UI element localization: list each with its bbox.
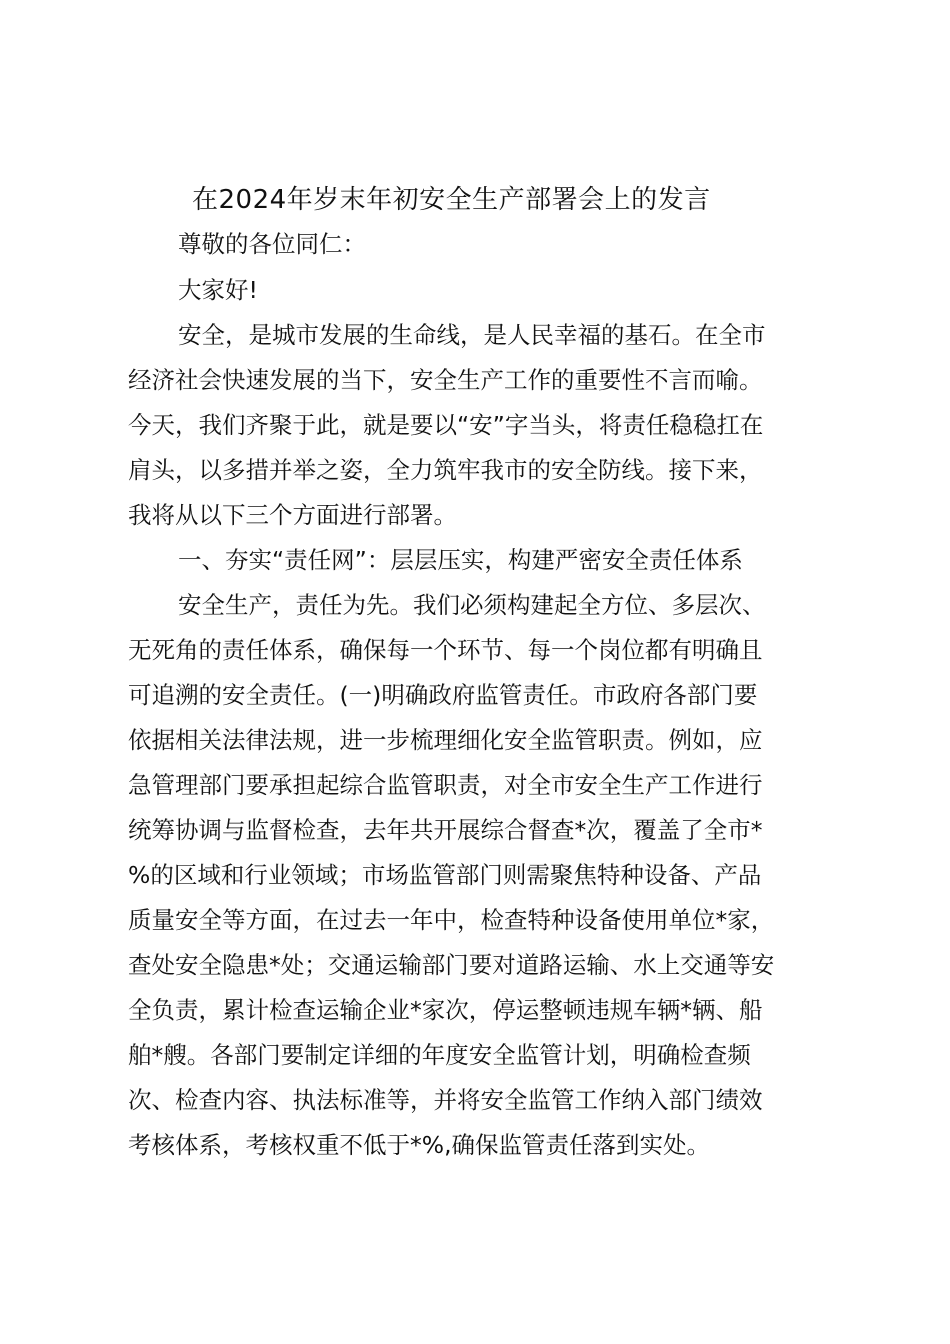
paragraph-line: 肩头，以多措并举之姿，全力筑牢我市的安全防线。接下来， <box>128 456 763 484</box>
paragraph-line: 查处安全隐患*处；交通运输部门要对道路运输、水上交通等安 <box>128 951 775 979</box>
paragraph-line: 次、检查内容、执法标准等，并将安全监管工作纳入部门绩效 <box>128 1086 763 1114</box>
paragraph-line: 依据相关法律法规，进一步梳理细化安全监管职责。例如，应 <box>128 726 763 754</box>
document-title: 在2024年岁末年初安全生产部署会上的发言 <box>192 185 711 215</box>
paragraph-line: 我将从以下三个方面进行部署。 <box>128 501 457 529</box>
paragraph-line: 安全，是城市发展的生命线，是人民幸福的基石。在全市 <box>178 321 766 349</box>
paragraph-line: %的区域和行业领域；市场监管部门则需聚焦特种设备、产品 <box>128 861 762 889</box>
paragraph-line: 考核体系，考核权重不低于*%,确保监管责任落到实处。 <box>128 1131 711 1159</box>
paragraph-line: 经济社会快速发展的当下，安全生产工作的重要性不言而喻。 <box>128 366 763 394</box>
paragraph-line: 舶*艘。各部门要制定详细的年度安全监管计划，明确检查频 <box>128 1041 751 1069</box>
paragraph-line: 可追溯的安全责任。(一)明确政府监管责任。市政府各部门要 <box>128 681 758 709</box>
paragraph-line: 安全生产，责任为先。我们必须构建起全方位、多层次、 <box>178 591 766 619</box>
paragraph-line: 质量安全等方面，在过去一年中，检查特种设备使用单位*家， <box>128 906 775 934</box>
salutation: 尊敬的各位同仁： <box>178 230 366 258</box>
paragraph-line: 统筹协调与监督检查，去年共开展综合督查*次，覆盖了全市* <box>128 816 763 844</box>
paragraph-line: 全负责，累计检查运输企业*家次，停运整顿违规车辆*辆、船 <box>128 996 763 1024</box>
greeting: 大家好! <box>178 276 258 304</box>
paragraph-line: 今天，我们齐聚于此，就是要以“安”字当头，将责任稳稳扛在 <box>128 411 764 439</box>
paragraph-line: 无死角的责任体系，确保每一个环节、每一个岗位都有明确且 <box>128 636 763 664</box>
paragraph-line: 急管理部门要承担起综合监管职责，对全市安全生产工作进行 <box>128 771 763 799</box>
section-heading: 一、夯实“责任网”：层层压实，构建严密安全责任体系 <box>178 546 743 574</box>
